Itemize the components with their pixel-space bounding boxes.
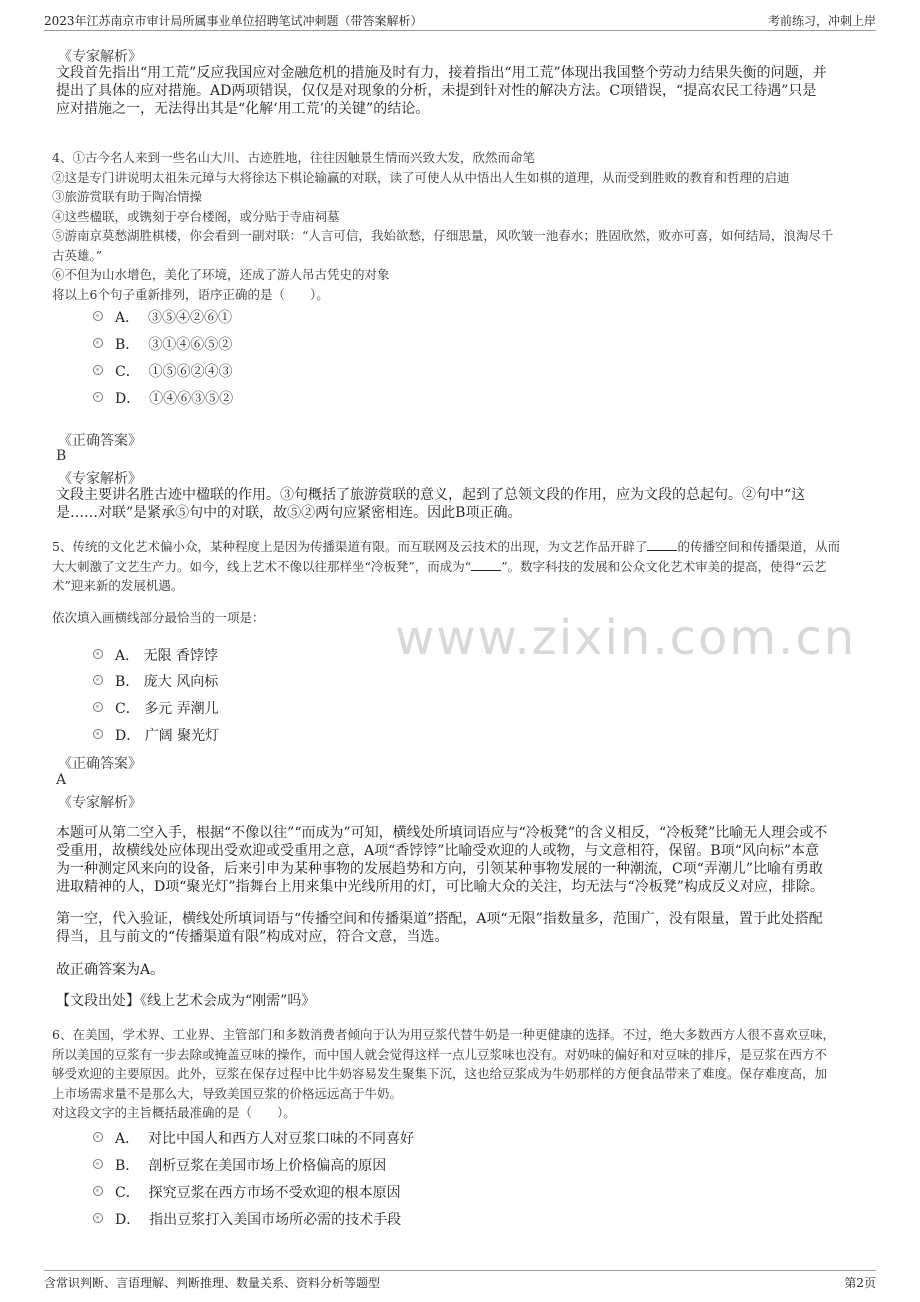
q4-stem-line: ②这是专门讲说明太祖朱元璋与大将徐达下棋论输赢的对联，读了可使人从中悟出人生如棋的道理，从而受到胜败的教育和哲理的启迪: [52, 169, 790, 185]
radio-icon[interactable]: [93, 1159, 103, 1169]
watermark: www.zixin.com.cn: [395, 610, 857, 666]
q4-stem-line: ③旅游赏联有助于陶冶情操: [52, 189, 203, 204]
radio-icon[interactable]: [93, 1213, 103, 1223]
radio-icon[interactable]: [93, 729, 103, 739]
q4-stem-line: ⑤游南京莫愁湖胜棋楼，你会看到一副对联：“人言可信，我始欲愁，仔细思量，风吹皱一池春水；胜固欣然，败亦可喜，如何结局，浪淘尽千: [52, 228, 834, 243]
radio-icon[interactable]: [93, 338, 103, 348]
q4-stem-line: 将以上6个句子重新排列，语序正确的是（ ）。: [52, 286, 329, 302]
q5-source: [56, 992, 315, 1010]
radio-icon[interactable]: [93, 649, 103, 659]
q5-prompt: 依次填入画横线部分最恰当的一项是：: [52, 610, 265, 625]
q3-analysis: [56, 64, 876, 118]
header-slogan: 考前练习，冲刺上岸: [767, 14, 876, 28]
fill-blank-2[interactable]: [471, 558, 501, 571]
q5-stem: 5、传统的文化艺术偏小众，某种程度上是因为传播渠道有限。而互联网及云技术的出现，为文艺作品开辟了 的传播空间和传播渠道，从而 大大刺激了文艺生产力。如今，线上艺术不像以往那样坐“冷板凳”，而成为“ ”。数字科技的发展和公众文化艺术审美的提高，使得“云艺 术”迎来新的发展机遇。: [52, 539, 840, 593]
q4-stem: [52, 148, 882, 304]
q3-expert-label: 《专家解析》: [58, 49, 142, 65]
radio-icon[interactable]: [93, 702, 103, 712]
radio-icon[interactable]: [93, 1186, 103, 1196]
q4-stem-line: 古英雄。”: [52, 247, 103, 263]
q5-analysis-p1: 本题可从第二空入手，根据“不像以往”“而成为”可知，横线处所填词语应与“冷板凳”的含义相反，“冷板凳”比喻无人理会或不 受重用，故横线处应体现出受欢迎或受重用之意，A项“香饽饽”比喻受欢迎的人或物，与文意相符，保留。B项“风向标”本意 为一种测定风来向的设备，后来引申为某种事物的发展趋势和方向，引领某种事物发展的一种潮流，C项“弄潮儿”比喻有勇敢 进取精神的人，D项“聚光灯”指舞台上用来集中光线所用的灯，可比喻大众的关注，均无法与“冷板凳”构成反义对应，排除。: [56, 825, 828, 895]
q4-analysis: [56, 486, 876, 522]
page-number: 第2页: [844, 1276, 876, 1290]
q4-analysis-line: 文段主要讲名胜古迹中楹联的作用。③句概括了旅游赏联的意义，起到了总领文段的作用，应为文段的总起句。②句中“这: [56, 487, 806, 503]
q3-analysis-line: 提出了具体的应对措施。AD两项错误，仅仅是对现象的分析，未提到针对性的解决方法。C项错误，“提高农民工待遇”只是: [56, 83, 817, 99]
radio-icon[interactable]: [93, 1132, 103, 1142]
q5-answer-label: 《正确答案》: [58, 756, 142, 772]
q3-analysis-line: 应对措施之一，无法得出其是“化解‘用工荒’的关键”的结论。: [56, 101, 430, 117]
q5-answer: A: [56, 772, 67, 788]
radio-icon[interactable]: [93, 675, 103, 685]
source-title: 《线上艺术会成为“刚需”吗》: [140, 993, 316, 1009]
q4-answer-label: 《正确答案》: [58, 433, 142, 449]
q5-conclusion: 故正确答案为A。: [56, 962, 165, 978]
q6-stem: 6、在美国，学术界、工业界、主管部门和多数消费者倾向于认为用豆浆代替牛奶是一种更健康的选择。不过，绝大多数西方人很不喜欢豆味， 所以美国的豆浆有一步去除或掩盖豆味的操作，而中国人就会觉得这样一点儿豆浆味也没有。对奶味的偏好和对豆味的排斥，是豆浆在西方不 够受欢迎的主要原因。此外，豆浆在保存过程中比牛奶容易发生聚集下沉，这也给豆浆成为牛奶那样的方便食品带来了难度。保存难度高，加 上市场需求量不是那么大，导致美国豆浆的价格远远高于牛奶。 对这段文字的主旨概括最准确的是（ ）。: [52, 1027, 835, 1120]
page-header: [44, 12, 876, 31]
q5-analysis-p2: 第一空，代入验证，横线处所填词语与“传播空间和传播渠道”搭配，A项“无限”指数量多，范围广，没有限量，置于此处搭配 得当，且与前文的“传播渠道有限”构成对应，符合文意，当选。: [56, 911, 823, 945]
footer-note: 含常识判断、言语理解、判断推理、数量关系、资料分析等题型: [44, 1276, 381, 1290]
radio-icon[interactable]: [93, 365, 103, 375]
q4-analysis-line: 是……对联”是紧承⑤句中的对联，故⑤②两句应紧密相连。因此B项正确。: [56, 505, 522, 521]
q4-stem-line: ⑥不但为山水增色，美化了环境，还成了游人吊古凭史的对象: [52, 267, 390, 282]
q4-expert-label: 《专家解析》: [58, 471, 142, 487]
q5-expert-label: 《专家解析》: [58, 795, 142, 811]
q4-stem-line: 4、①古今名人来到一些名山大川、古迹胜地，往往因触景生情而兴致大发，欣然而命笔: [52, 150, 535, 165]
q4-answer: B: [56, 448, 67, 464]
radio-icon[interactable]: [93, 311, 103, 321]
document-title: 2023年江苏南京市审计局所属事业单位招聘笔试冲刺题（带答案解析）: [44, 14, 423, 28]
page-footer: [44, 1270, 876, 1294]
source-label: 【文段出处】: [56, 993, 140, 1009]
q3-analysis-line: 文段首先指出“用工荒”反应我国应对金融危机的措施及时有力，接着指出“用工荒”体现出我国整个劳动力结果失衡的问题，并: [56, 65, 827, 81]
radio-icon[interactable]: [93, 392, 103, 402]
q4-stem-line: ④这些楹联，或镌刻于亭台楼阁，或分贴于寺庙祠墓: [52, 208, 340, 224]
fill-blank-1[interactable]: [647, 538, 677, 551]
